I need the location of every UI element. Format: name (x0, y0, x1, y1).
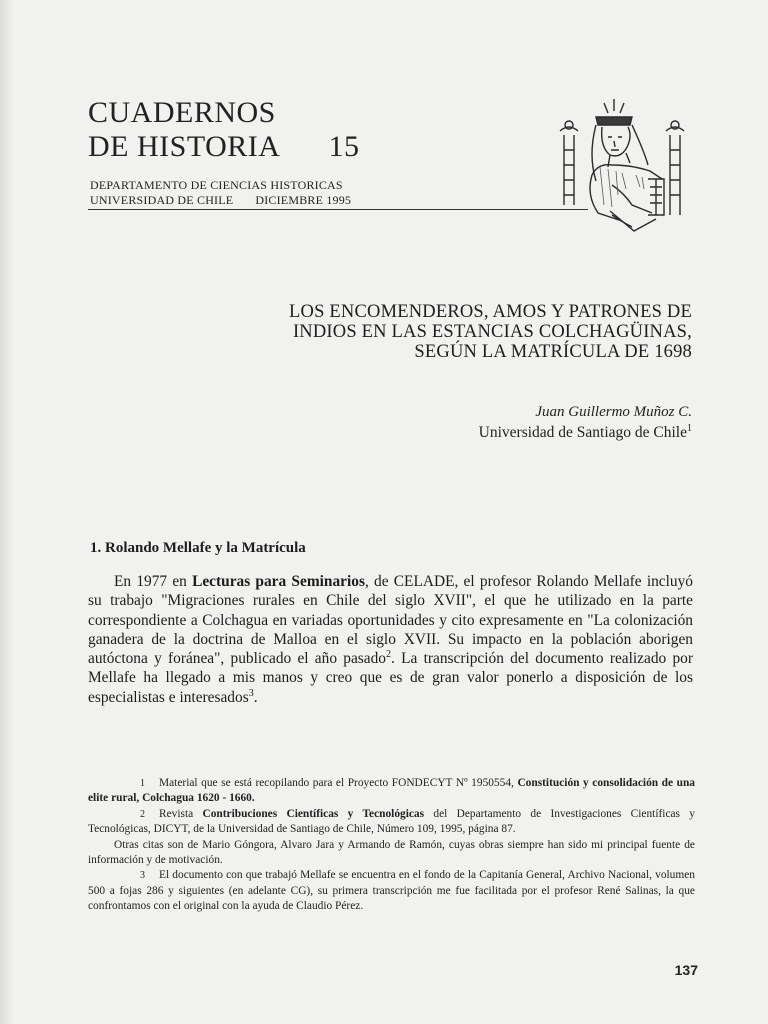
affiliation-text: Universidad de Santiago de Chile (478, 424, 687, 441)
footnotes (88, 776, 695, 915)
article-title (172, 302, 692, 362)
section-title: Rolando Mellafe y la Matrícula (105, 540, 306, 556)
footnote-3: 3 El documento con que trabajó Mellafe se encuentra en el fondo de la Capitanía General, Archivo Nacional, volumen 500 a fojas 286 y siguientes (en adelante CG), su primera transcripción me fue facilitada por el profesor René Salinas, la que confrontamos con el original con la ayuda de Claudio Pérez. (88, 869, 695, 913)
footnote-ref: 3 (248, 687, 254, 699)
body-text (88, 572, 693, 707)
footnote-2: 2 Revista Contribuciones Científicas y Tecnológicas del Departamento de Investigaciones Científicas y Tecnológicas, DICYT, de la Universidad de Santiago de Chile, Número 109, 1995, página 87. (88, 807, 695, 836)
university-line (90, 193, 351, 208)
issue-date: DICIEMBRE 1995 (255, 193, 352, 207)
footnote-ref: 2 (386, 649, 392, 661)
page-number: 137 (674, 962, 698, 978)
section-number: 1. (90, 540, 102, 556)
author-name: Juan Guillermo Muñoz C. (535, 404, 692, 420)
emblem-illustration (552, 95, 694, 245)
issue-number: 15 (328, 130, 360, 163)
journal-title-line2 (88, 130, 359, 164)
section-heading (90, 540, 306, 557)
article-title-line: LOS ENCOMENDEROS, AMOS Y PATRONES DE (289, 302, 692, 322)
page-edge (0, 0, 14, 1024)
publication-title: Lecturas para Seminarios (192, 573, 365, 590)
footnote-ref: 1 (687, 422, 692, 434)
author-affiliation (479, 424, 692, 442)
article-title-line: INDIOS EN LAS ESTANCIAS COLCHAGÜINAS, (292, 322, 692, 342)
footnote-1: 1 Material que se está recopilando para el Proyecto FONDECYT Nº 1950554, Constitución y consolidación de una elite rural, Colchagua 1620 - 1660. (88, 777, 695, 805)
footnote-2-continued: Otras citas son de Mario Góngora, Alvaro Jara y Armando de Ramón, cuyas obras siempre han sido mi principal fuente de información y de motivación. (88, 838, 695, 867)
university-name: UNIVERSIDAD DE CHILE (90, 193, 234, 207)
header-rule (88, 209, 588, 210)
body-paragraph: En 1977 en Lecturas para Seminarios, de CELADE, el profesor Rolando Mellafe incluyó su trabajo "Migraciones rurales en Chile del siglo XVII", el que he utilizado en la parte correspondiente a Colchagua en variadas oportunidades y cito expresamente en "La colonización ganadera de la doctrina de Malloa en el siglo XVII. Su impacto en la población aborigen autóctona y foránea", publicado el año pasado$^2$. La transcripción del documento realizado por Mellafe ha llegado a mis manos y creo que es de gran valor ponerlo a disposición de los especialistas e interesados$^3$. (88, 573, 694, 706)
department-line: DEPARTAMENTO DE CIENCIAS HISTORICAS (90, 178, 343, 192)
journal-title-text: DE HISTORIA (88, 130, 281, 163)
journal-title-line1: CUADERNOS (88, 96, 276, 129)
article-title-line: SEGÚN LA MATRÍCULA DE 1698 (414, 342, 692, 362)
